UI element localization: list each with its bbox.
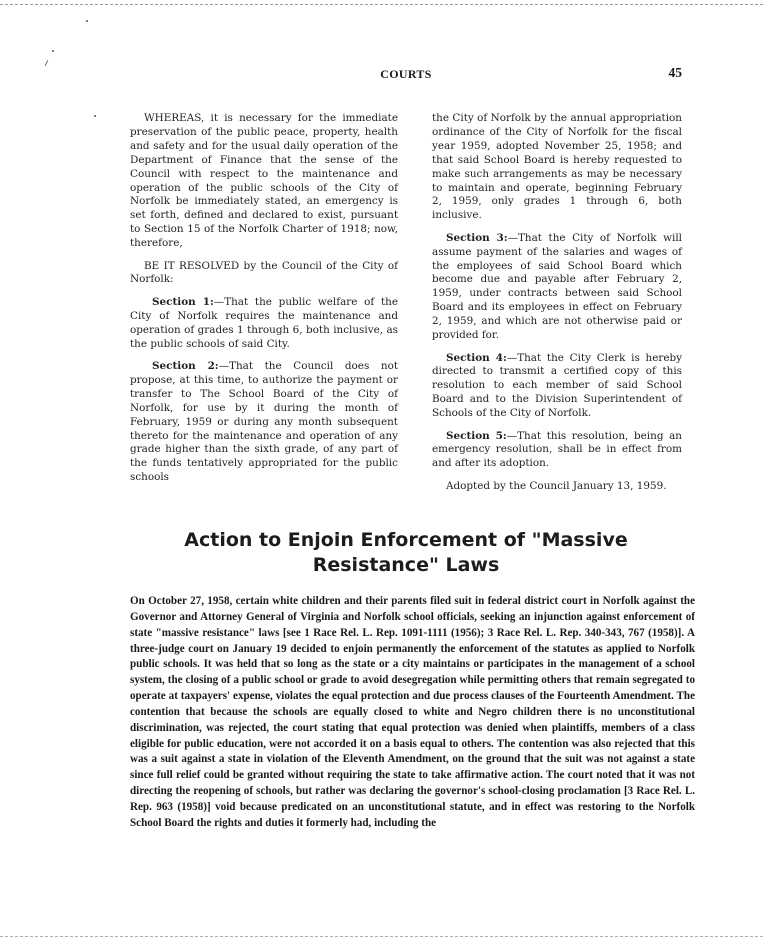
section-1-text: —That the public welfare of the City of Norfolk requires the maintenance and operation of grades 1 through 6, both inclusive, as the public schools of said City.: [130, 295, 398, 350]
resolved-paragraph: BE IT RESOLVED by the Council of the City of Norfolk:: [130, 259, 398, 286]
section-5-paragraph: [432, 430, 682, 472]
scan-edge-top: [0, 4, 763, 5]
scan-speck: [94, 115, 96, 117]
section-2-paragraph: [130, 360, 398, 485]
running-title: COURTS: [380, 67, 432, 81]
page-number: 45: [668, 65, 682, 80]
continuation-paragraph: the City of Norfolk by the annual appropriation ordinance of the City of Norfolk for the fiscal year 1959, adopted November 25, 1958; and that said School Board is hereby requested to make such arrangements as may be necessary to maintain and operate, beginning February 2, 1959, only grades 1 through 6, both inclusive.: [432, 112, 682, 222]
section-3-text: —That the City of Norfolk will assume payment of the salaries and wages of the employees of said School Board which become due and payable after February 2, 1959, under contracts between said School Board and its employees in effect on February 2, 1959, and which are not otherwise paid or provided for.: [432, 231, 682, 342]
article-title: Action to Enjoin Enforcement of "Massive Resistance" Laws: [184, 529, 628, 576]
running-head: [130, 64, 682, 84]
scan-speck: [86, 20, 88, 22]
section-4-paragraph: [432, 352, 682, 422]
right-column: [432, 112, 682, 502]
section-2-label: Section 2:: [152, 360, 219, 372]
section-4-text: —That the City Clerk is hereby directed to transmit a certified copy of this resolution to each member of said School Board and to the Division Superintendent of Schools of the City of Norfolk.: [432, 351, 682, 420]
scan-speck: [52, 50, 54, 52]
section-3-label: Section 3:: [446, 231, 508, 244]
article-intro: On October 27, 1958, certain white children and their parents filed suit in federal district court in Norfolk against the Governor and Attorney General of Virginia and Norfolk school officials, seeking an injunction against enforcement of state "massive resistance" laws [see 1 Race Rel. L. Rep. 1091-1111 (1956); 3 Race Rel. L. Rep. 340-343, 767 (1958)]. A three-judge court on January 19 decided to enjoin permanently the enforcement of the statutes as applied to Norfolk public schools. It was held that so long as the state or a city maintains or participates in the management of a school system, the closing of a public school or grade to avoid desegregation while permitting others that remain segregated to operate at taxpayers' expense, violates the equal protection and due process clauses of the Fourteenth Amendment. The contention that because the schools are equally closed to white and Negro children there is no unconstitutional discrimination, was rejected, the court stating that equal protection was denied when plaintiffs, members of a class eligible for public education, were not accorded it on a basis equal to others. The contention was also rejected that this was a suit against a state in violation of the Eleventh Amendment, on the ground that the suit was not against a state since full relief could be granted without requiring the state to take affirmative action. The court noted that it was not directing the reopening of schools, but rather was declaring the governor's school-closing proclamation [3 Race Rel. L. Rep. 963 (1958)] void because predicated on an unconstitutional statute, and in effect was restoring to the Norfolk School Board the rights and duties it formerly had, including the: [130, 595, 695, 829]
adopted-paragraph: Adopted by the Council January 13, 1959.: [446, 479, 667, 492]
whereas-paragraph: WHEREAS, it is necessary for the immediate preservation of the public peace, property, health and safety and for the usual daily operation of the Department of Finance that the sense of the Council with respect to the maintenance and operation of the public schools of the City of Norfolk be immediately stated, an emergency is set forth, defined and declared to exist, pursuant to Section 15 of the Norfolk Charter of 1918; now, therefore,: [130, 112, 398, 250]
section-5-label: Section 5:: [446, 429, 507, 442]
section-3-paragraph: [432, 232, 682, 343]
section-1-label: Section 1:: [152, 295, 214, 308]
scan-edge-bottom: [0, 936, 763, 937]
section-1-paragraph: [130, 296, 398, 352]
scan-mark: [45, 60, 48, 66]
left-column: [130, 112, 398, 494]
section-2-text: —That the Council does not propose, at this time, to authorize the payment or transfer to The School Board of the City of Norfolk, for use by it during the month of February, 1959 or during any month subsequent thereto for the maintenance and operation of any grade higher than the sixth grade, of any part of the funds tentatively appropriated for the public schools: [130, 360, 398, 484]
section-4-label: Section 4:: [446, 351, 507, 364]
section-5-text: —That this resolution, being an emergency resolution, shall be in effect from and after its adoption.: [432, 429, 682, 470]
